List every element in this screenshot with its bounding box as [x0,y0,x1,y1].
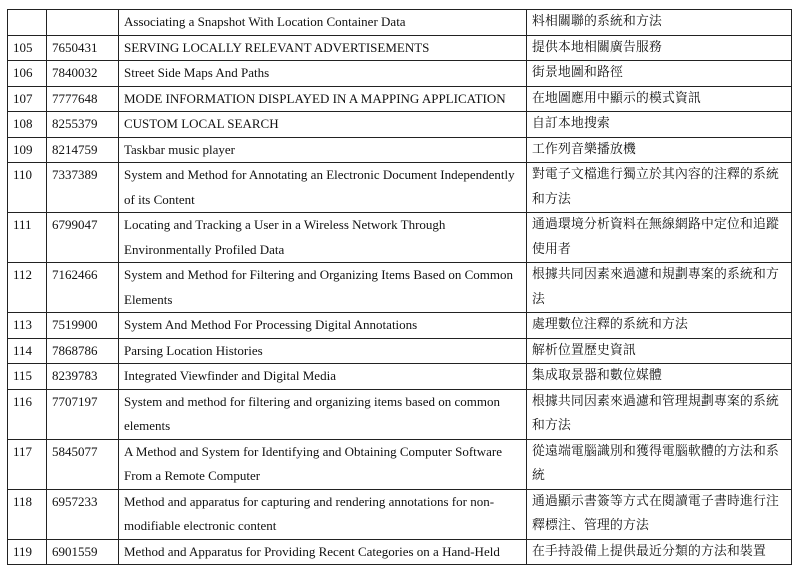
table-row [8,10,792,36]
table-row [8,263,792,313]
title-english: A Method and System for Identifying and Obtaining Computer Software From a Remote Computer [119,439,527,489]
row-number: 114 [8,338,47,364]
row-number: 119 [8,539,47,565]
title-chinese: 提供本地相關廣告服務 [527,35,792,61]
title-english: Integrated Viewfinder and Digital Media [119,364,527,390]
row-number: 113 [8,313,47,339]
title-english: System and Method for Annotating an Electronic Document Independently of its Content [119,163,527,213]
title-chinese: 在手持設備上提供最近分類的方法和裝置 [527,539,792,565]
patent-number: 8255379 [47,112,119,138]
table-row [8,35,792,61]
title-chinese: 處理數位注釋的系統和方法 [527,313,792,339]
patent-number: 7337389 [47,163,119,213]
title-english: System And Method For Processing Digital Annotations [119,313,527,339]
table-row [8,137,792,163]
row-number: 109 [8,137,47,163]
table-row [8,389,792,439]
patent-number: 5845077 [47,439,119,489]
table-row [8,539,792,565]
table-row [8,364,792,390]
title-chinese: 料相關聯的系統和方法 [527,10,792,36]
patent-number: 7840032 [47,61,119,87]
patent-number: 8239783 [47,364,119,390]
title-english: CUSTOM LOCAL SEARCH [119,112,527,138]
title-chinese: 在地圖應用中顯示的模式資訊 [527,86,792,112]
row-number [8,10,47,36]
title-english: Locating and Tracking a User in a Wireless Network Through Environmentally Profiled Data [119,213,527,263]
title-english: MODE INFORMATION DISPLAYED IN A MAPPING APPLICATION [119,86,527,112]
table-row [8,313,792,339]
title-chinese: 集成取景器和數位媒體 [527,364,792,390]
row-number: 116 [8,389,47,439]
table-row [8,112,792,138]
title-english: Street Side Maps And Paths [119,61,527,87]
table-row [8,213,792,263]
table-row [8,86,792,112]
title-chinese: 工作列音樂播放機 [527,137,792,163]
title-english: Method and Apparatus for Providing Recent Categories on a Hand-Held [119,539,527,565]
title-english: Taskbar music player [119,137,527,163]
title-chinese: 對電子文檔進行獨立於其內容的注釋的系統和方法 [527,163,792,213]
title-english: Method and apparatus for capturing and rendering annotations for non-modifiable electronic content [119,489,527,539]
title-chinese: 通過顯示書簽等方式在閱讀電子書時進行注釋標注、管理的方法 [527,489,792,539]
patent-number: 7868786 [47,338,119,364]
patent-table [7,9,792,565]
title-chinese: 自訂本地搜索 [527,112,792,138]
patent-number [47,10,119,36]
title-english: System and Method for Filtering and Organizing Items Based on Common Elements [119,263,527,313]
row-number: 117 [8,439,47,489]
row-number: 106 [8,61,47,87]
table-row [8,61,792,87]
patent-number: 7519900 [47,313,119,339]
table-row [8,439,792,489]
row-number: 115 [8,364,47,390]
table-row [8,338,792,364]
title-english: SERVING LOCALLY RELEVANT ADVERTISEMENTS [119,35,527,61]
row-number: 112 [8,263,47,313]
patent-number: 7162466 [47,263,119,313]
title-chinese: 解析位置歷史資訊 [527,338,792,364]
title-chinese: 根據共同因素來過濾和規劃專案的系統和方法 [527,263,792,313]
table-row [8,489,792,539]
patent-number: 8214759 [47,137,119,163]
row-number: 118 [8,489,47,539]
title-chinese: 通過環境分析資料在無線網路中定位和追蹤使用者 [527,213,792,263]
row-number: 105 [8,35,47,61]
row-number: 111 [8,213,47,263]
title-chinese: 街景地圖和路徑 [527,61,792,87]
patent-number: 6957233 [47,489,119,539]
title-english: Associating a Snapshot With Location Container Data [119,10,527,36]
patent-number: 7777648 [47,86,119,112]
title-english: System and method for filtering and organizing items based on common elements [119,389,527,439]
patent-number: 6799047 [47,213,119,263]
patent-number: 7707197 [47,389,119,439]
table-row [8,163,792,213]
row-number: 110 [8,163,47,213]
title-english: Parsing Location Histories [119,338,527,364]
title-chinese: 根據共同因素來過濾和管理規劃專案的系統和方法 [527,389,792,439]
patent-number: 7650431 [47,35,119,61]
title-chinese: 從遠端電腦識別和獲得電腦軟體的方法和系統 [527,439,792,489]
patent-number: 6901559 [47,539,119,565]
row-number: 108 [8,112,47,138]
row-number: 107 [8,86,47,112]
